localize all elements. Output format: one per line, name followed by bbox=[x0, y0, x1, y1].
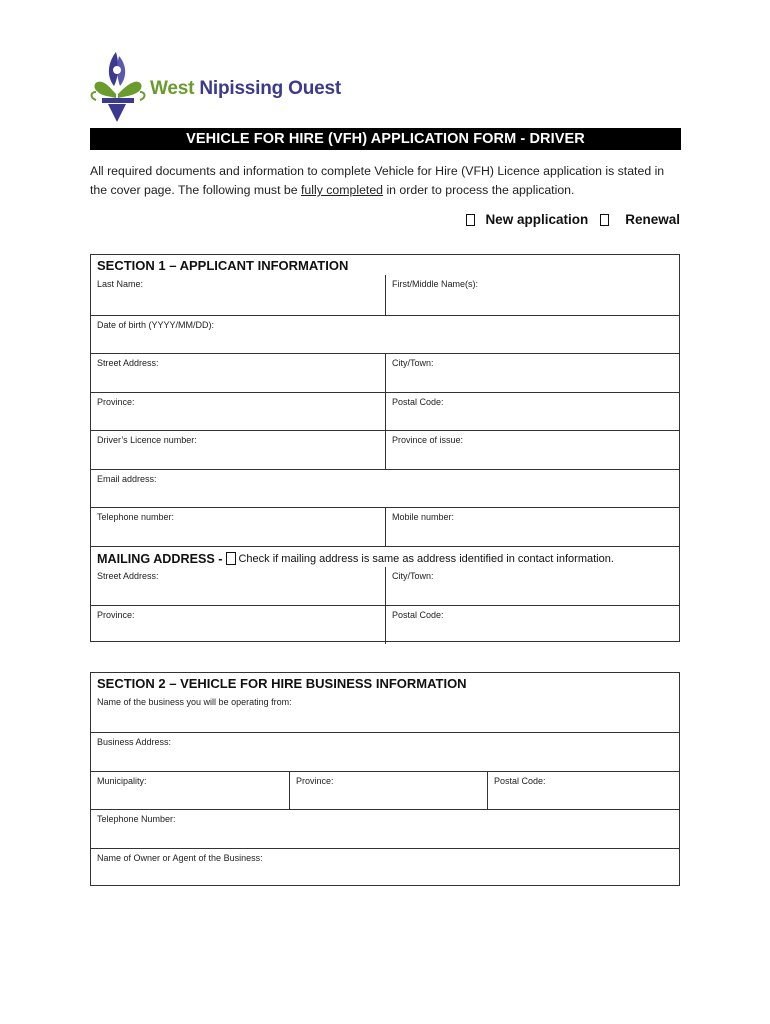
postal-code-label: Postal Code: bbox=[392, 397, 444, 407]
row-business-location bbox=[91, 771, 679, 809]
application-type bbox=[466, 212, 680, 227]
mailing-postal-label: Postal Code: bbox=[392, 610, 444, 620]
row-province bbox=[91, 392, 679, 430]
row-licence bbox=[91, 430, 679, 469]
city-field[interactable] bbox=[385, 354, 679, 392]
province-label: Province: bbox=[97, 397, 135, 407]
business-postal-label: Postal Code: bbox=[494, 776, 546, 786]
province-field[interactable] bbox=[91, 393, 385, 430]
intro-part1: All required documents and information to complete Vehicle for Hire (VFH) Licence application is stated in the cover page. The following must be bbox=[90, 164, 665, 197]
business-telephone-label: Telephone Number: bbox=[97, 814, 176, 824]
business-postal-field[interactable] bbox=[487, 772, 679, 809]
licence-number-label: Driver’s Licence number: bbox=[97, 435, 197, 445]
last-name-field[interactable] bbox=[91, 275, 385, 315]
email-label: Email address: bbox=[97, 474, 157, 484]
business-province-field[interactable] bbox=[289, 772, 487, 809]
mobile-label: Mobile number: bbox=[392, 512, 455, 522]
business-telephone-field[interactable] bbox=[91, 810, 679, 848]
business-address-label: Business Address: bbox=[97, 737, 172, 747]
fleur-de-lis-icon bbox=[88, 48, 150, 126]
municipality-field[interactable] bbox=[91, 772, 289, 809]
first-name-field[interactable] bbox=[385, 275, 679, 315]
form-title: VEHICLE FOR HIRE (VFH) APPLICATION FORM - DRIVER bbox=[90, 128, 681, 150]
telephone-field[interactable] bbox=[91, 508, 385, 546]
section2-heading: SECTION 2 – VEHICLE FOR HIRE BUSINESS INFORMATION bbox=[97, 676, 467, 691]
same-address-checkbox[interactable] bbox=[226, 552, 236, 565]
logo-text bbox=[150, 78, 341, 100]
row-business-name bbox=[91, 693, 679, 732]
logo-text-west: West bbox=[150, 78, 195, 99]
logo-text-rest: Nipissing Ouest bbox=[199, 78, 341, 99]
same-address-note: Check if mailing address is same as address identified in contact information. bbox=[238, 552, 614, 565]
row-dob bbox=[91, 315, 679, 353]
section-applicant-information bbox=[90, 254, 680, 642]
row-name bbox=[91, 275, 679, 315]
mailing-street-field[interactable] bbox=[91, 567, 385, 605]
intro-underlined: fully completed bbox=[301, 183, 384, 197]
postal-code-field[interactable] bbox=[385, 393, 679, 430]
province-issue-field[interactable] bbox=[385, 431, 679, 469]
mailing-address-title: MAILING ADDRESS - bbox=[97, 551, 223, 566]
intro-part2: in order to process the application. bbox=[383, 183, 575, 197]
business-province-label: Province: bbox=[296, 776, 334, 786]
email-field[interactable] bbox=[91, 470, 679, 507]
street-address-field[interactable] bbox=[91, 354, 385, 392]
municipality-label: Municipality: bbox=[97, 776, 147, 786]
mobile-field[interactable] bbox=[385, 508, 679, 546]
business-name-label: Name of the business you will be operating from: bbox=[97, 697, 292, 707]
row-email bbox=[91, 469, 679, 507]
mailing-city-label: City/Town: bbox=[392, 571, 434, 581]
dob-label: Date of birth (YYYY/MM/DD): bbox=[97, 320, 215, 330]
municipality-logo bbox=[88, 48, 341, 126]
business-name-field[interactable] bbox=[91, 693, 679, 732]
dob-field[interactable] bbox=[91, 316, 679, 353]
new-application-label: New application bbox=[485, 212, 589, 227]
last-name-label: Last Name: bbox=[97, 279, 144, 289]
licence-number-field[interactable] bbox=[91, 431, 385, 469]
mailing-address-heading bbox=[91, 546, 679, 567]
business-owner-label: Name of Owner or Agent of the Business: bbox=[97, 853, 263, 863]
province-issue-label: Province of issue: bbox=[392, 435, 464, 445]
mailing-province-field[interactable] bbox=[91, 606, 385, 644]
mailing-street-label: Street Address: bbox=[97, 571, 159, 581]
new-application-option[interactable] bbox=[466, 212, 588, 227]
row-business-owner bbox=[91, 848, 679, 887]
new-application-checkbox[interactable] bbox=[466, 214, 475, 226]
mailing-city-field[interactable] bbox=[385, 567, 679, 605]
section1-heading: SECTION 1 – APPLICANT INFORMATION bbox=[97, 258, 349, 273]
row-address bbox=[91, 353, 679, 392]
business-address-field[interactable] bbox=[91, 733, 679, 771]
telephone-label: Telephone number: bbox=[97, 512, 175, 522]
business-owner-field[interactable] bbox=[91, 849, 679, 887]
intro-text bbox=[90, 162, 682, 200]
row-phone bbox=[91, 507, 679, 546]
row-mailing-address bbox=[91, 567, 679, 605]
mailing-postal-field[interactable] bbox=[385, 606, 679, 644]
section-business-information bbox=[90, 672, 680, 886]
row-business-phone bbox=[91, 809, 679, 848]
renewal-label: Renewal bbox=[625, 212, 680, 227]
street-address-label: Street Address: bbox=[97, 358, 159, 368]
mailing-province-label: Province: bbox=[97, 610, 135, 620]
first-name-label: First/Middle Name(s): bbox=[392, 279, 479, 289]
renewal-option[interactable] bbox=[600, 212, 680, 227]
row-business-address bbox=[91, 732, 679, 771]
row-mailing-province bbox=[91, 605, 679, 644]
city-label: City/Town: bbox=[392, 358, 434, 368]
renewal-checkbox[interactable] bbox=[600, 214, 609, 226]
